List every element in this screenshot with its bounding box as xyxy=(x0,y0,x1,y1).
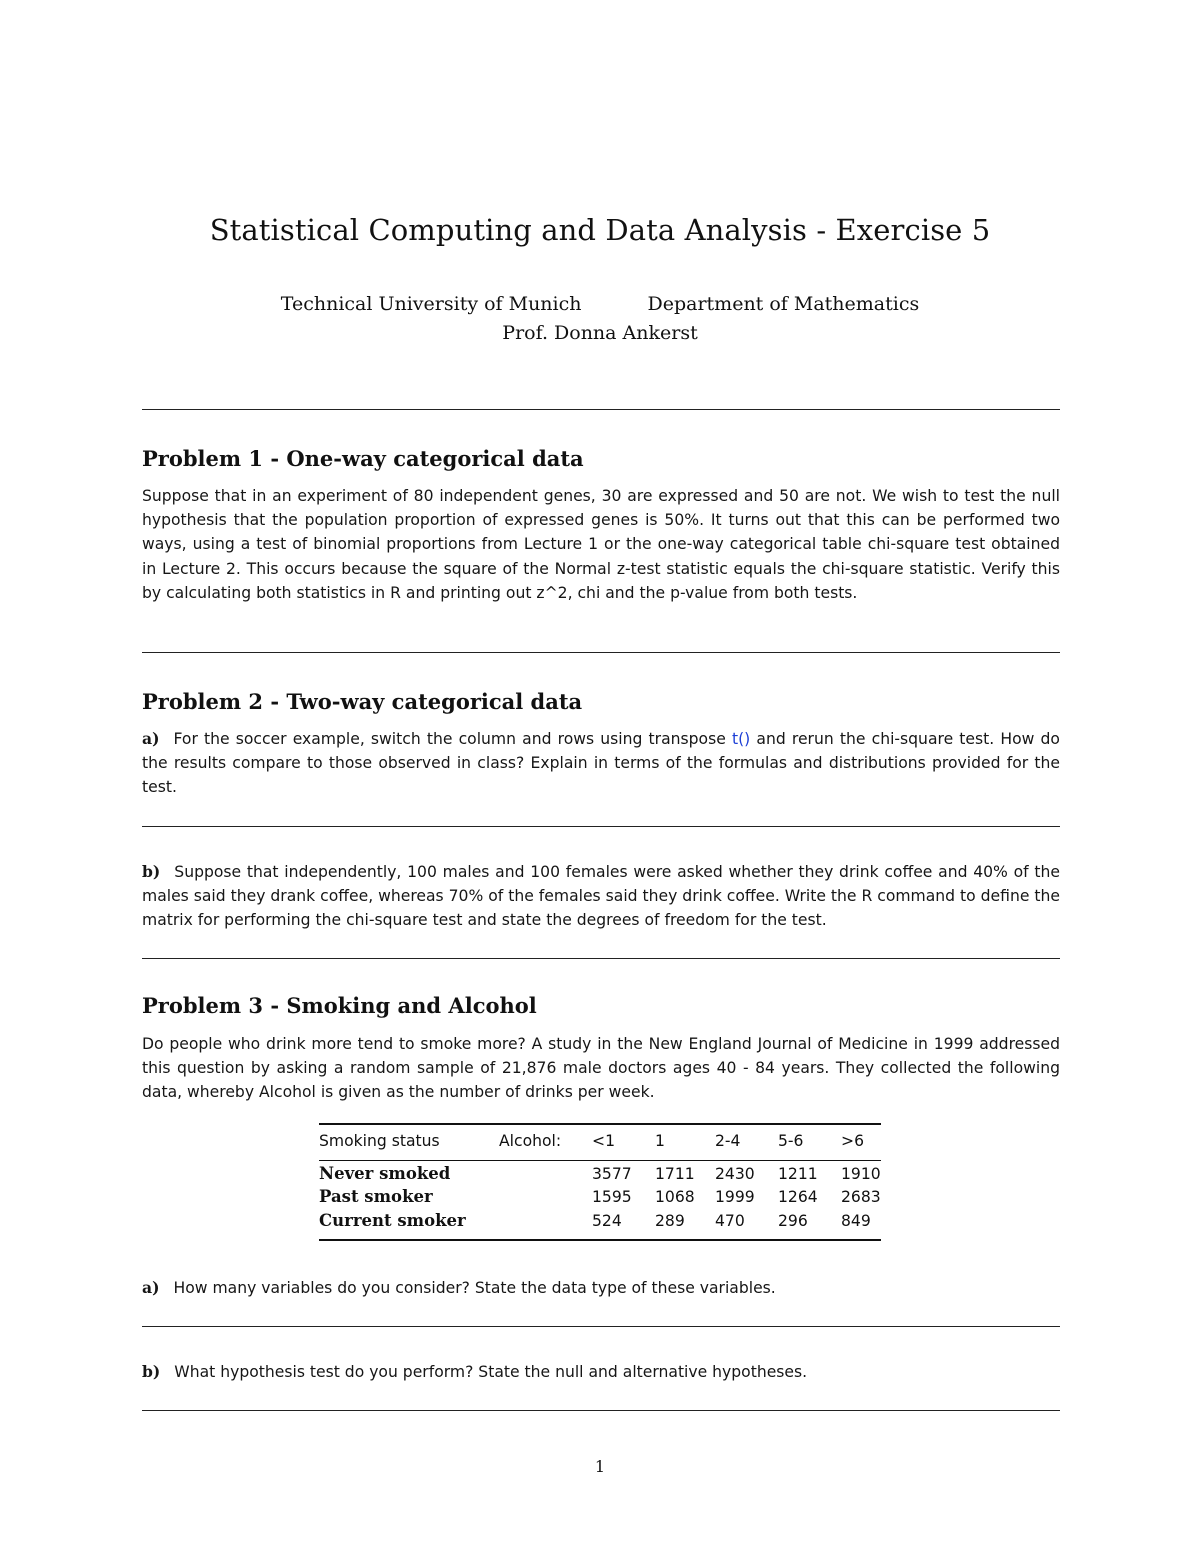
problem3-a-text: How many variables do you consider? State the data type of these variables. xyxy=(173,1279,776,1297)
university-name: Technical University of Munich xyxy=(280,293,582,315)
table-row-label: Never smoked xyxy=(319,1164,451,1183)
problem1-text: Suppose that in an experiment of 80 independent genes, 30 are expressed and 50 are not. We wish to test the null hypothesis that the population proportion of expressed genes is 50%. It turns out that this can be performed two ways, using a test of binomial proportions from Lecture 1 or the one-way categorical table chi-square test obtained in Lecture 2. This occurs because the square of the Normal z-test statistic equals the chi-square statistic. Verify this by calculating both statistics in R and printing out z^2, chi and the p-value from both tests. xyxy=(142,487,1060,602)
page-number: 1 xyxy=(594,1457,606,1476)
alcohol-label: Alcohol: xyxy=(499,1132,562,1150)
problem3-text: Do people who drink more tend to smoke more? A study in the New England Journal of Medicine in 1999 addressed this question by asking a random sample of 21,876 male doctors ages 40 - 84 years. They collected the following data, whereby Alcohol is given as the number of drinks per week. xyxy=(142,1035,1060,1102)
problem2-b-text: Suppose that independently, 100 males and 100 females were asked whether they drink coffee and 40% of the males said they drank coffee, whereas 70% of the females said they drink coffee. Write the R command to define the matrix for performing the chi-square test and state the degrees of freedom for the test. xyxy=(142,863,1060,930)
department-name: Department of Mathematics xyxy=(647,293,920,315)
part-label: a) xyxy=(142,1278,160,1297)
table-cell: 1068 xyxy=(655,1188,695,1206)
table-row-label: Current smoker xyxy=(319,1211,466,1230)
problem2-heading: Problem 2 - Two-way categorical data xyxy=(142,689,583,714)
section-divider xyxy=(142,409,1060,410)
problem3-part-a xyxy=(142,1276,1060,1300)
code-snippet: t() xyxy=(731,730,751,748)
section-divider xyxy=(142,1410,1060,1411)
table-cell: 1910 xyxy=(841,1165,881,1183)
section-divider xyxy=(142,958,1060,959)
table-cell: 1211 xyxy=(778,1165,818,1183)
table-cell: 2683 xyxy=(841,1188,881,1206)
problem2-a-text-pre: For the soccer example, switch the column and rows using transpose xyxy=(173,730,726,748)
category-header: <1 xyxy=(592,1132,615,1150)
table-cell: 296 xyxy=(778,1212,808,1230)
problem2-part-a xyxy=(142,727,1060,800)
table-cell: 3577 xyxy=(592,1165,632,1183)
table-top-rule xyxy=(319,1123,881,1125)
category-header: 2-4 xyxy=(715,1132,741,1150)
table-header-rule xyxy=(319,1160,881,1161)
part-label: b) xyxy=(142,1362,161,1381)
table-cell: 1595 xyxy=(592,1188,632,1206)
table-row-label: Past smoker xyxy=(319,1187,433,1206)
part-label: a) xyxy=(142,729,160,748)
table-cell: 289 xyxy=(655,1212,685,1230)
professor-name: Prof. Donna Ankerst xyxy=(502,322,698,344)
problem3-b-text: What hypothesis test do you perform? State the null and alternative hypotheses. xyxy=(174,1363,808,1381)
category-header: 1 xyxy=(655,1132,665,1150)
page-title: Statistical Computing and Data Analysis - Exercise 5 xyxy=(209,213,991,247)
section-divider xyxy=(142,652,1060,653)
affiliation-block xyxy=(0,290,1200,348)
table-cell: 849 xyxy=(841,1212,871,1230)
table-cell: 1264 xyxy=(778,1188,818,1206)
section-divider xyxy=(142,1326,1060,1327)
problem3-part-b xyxy=(142,1360,1060,1384)
table-column-header: Smoking status xyxy=(319,1132,440,1150)
category-header: >6 xyxy=(841,1132,864,1150)
table-cell: 470 xyxy=(715,1212,745,1230)
table-bottom-rule xyxy=(319,1239,881,1241)
problem2-a-text-post: and rerun the chi-square test. How do the results compare to those observed in class? Explain in terms of the formulas and distributions provided for the test. xyxy=(142,730,1060,797)
section-divider xyxy=(142,826,1060,827)
table-cell: 524 xyxy=(592,1212,622,1230)
problem1-heading: Problem 1 - One-way categorical data xyxy=(142,446,584,471)
table-cell: 2430 xyxy=(715,1165,755,1183)
problem3-heading: Problem 3 - Smoking and Alcohol xyxy=(142,993,537,1018)
category-header: 5-6 xyxy=(778,1132,804,1150)
part-label: b) xyxy=(142,862,161,881)
table-cell: 1711 xyxy=(655,1165,695,1183)
problem2-part-b xyxy=(142,860,1060,933)
table-cell: 1999 xyxy=(715,1188,755,1206)
